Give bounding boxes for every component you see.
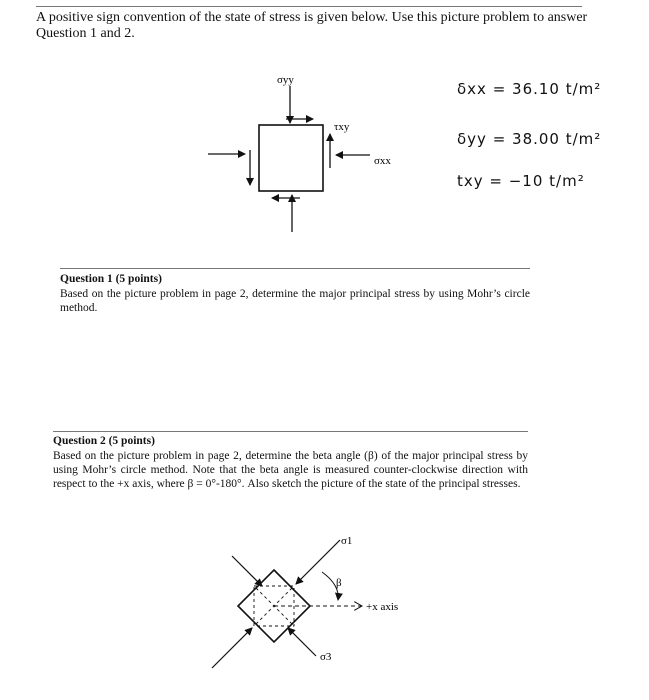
question1-title: Question 1 (5 points) (60, 273, 162, 285)
handwritten-sigma-yy: δyy = 38.00 t/m² (457, 130, 602, 148)
x-axis-label: +x axis (366, 601, 399, 613)
beta-label: β (336, 577, 342, 589)
sigma1-arrow-bottom (212, 628, 252, 668)
sigma3-label: σ3 (320, 651, 332, 663)
tau-xy-label: τxy (334, 121, 350, 133)
question2-title: Question 2 (5 points) (53, 435, 155, 447)
question1-text: Based on the picture problem in page 2, determine the major principal stress by using Mohr’s circle method. (60, 288, 530, 314)
sigma1-arrow-top (296, 540, 340, 584)
handwritten-tau-xy: txy = −10 t/m² (457, 172, 585, 190)
sigma-yy-label: σyy (277, 74, 294, 86)
sigma3-arrow-upper-left (232, 556, 262, 586)
handwritten-sigma-xx: δxx = 36.10 t/m² (457, 80, 602, 98)
sigma-xx-label: σxx (374, 155, 391, 167)
sigma1-label: σ1 (341, 535, 353, 547)
intro-text: A positive sign convention of the state of stress is given below. Use this picture problem to answer Question 1 and 2. (36, 10, 588, 41)
question2-text: Based on the picture problem in page 2, determine the beta angle (β) of the major principal stress by using Mohr’s circle method. Note that the beta angle is measured counter-clockwise direction with respect to the +x axis, where β = 0°-180°. Also sketch the picture of the state of the principal stresses. (53, 450, 528, 490)
sigma3-arrow-lower-right (288, 628, 316, 656)
